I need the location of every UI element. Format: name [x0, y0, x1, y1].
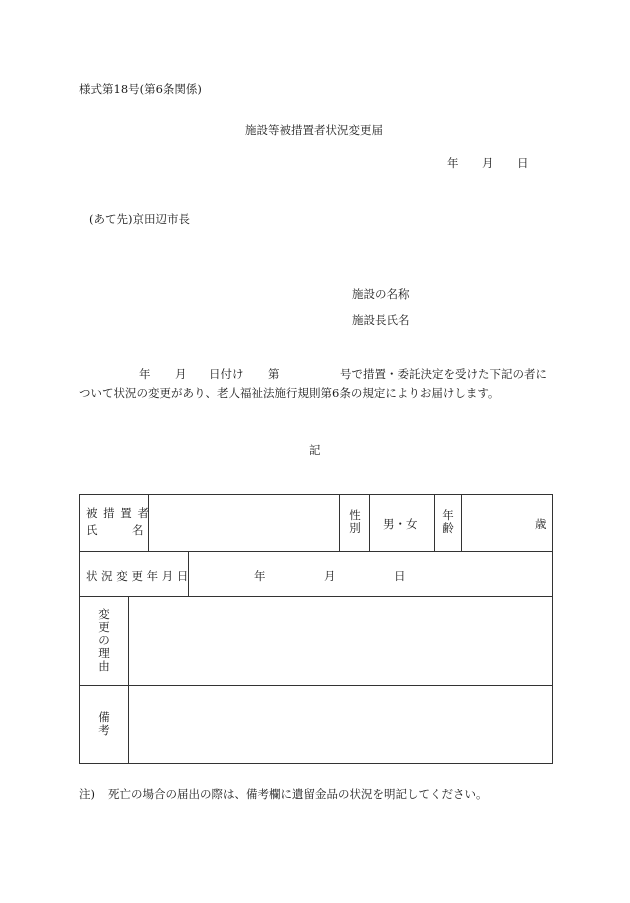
- change-date-day: 日: [394, 569, 406, 583]
- remarks-label-char: 考: [98, 723, 110, 737]
- reason-label-char: の: [98, 633, 110, 647]
- date-year-label: 年: [447, 156, 459, 170]
- facility-name-label: 施設の名称: [352, 287, 410, 301]
- form-title: 施設等被措置者状況変更届: [245, 123, 383, 137]
- date-month-label: 月: [482, 156, 494, 170]
- change-date-year: 年: [254, 569, 266, 583]
- ki-label: 記: [309, 443, 321, 457]
- person-label-line2: 氏 名: [86, 523, 144, 537]
- body-year: 年: [139, 367, 151, 381]
- age-label-char: 齢: [442, 521, 454, 535]
- form-number: 様式第18号(第6条関係): [79, 82, 202, 96]
- note-label: 注): [79, 787, 95, 801]
- body-line2: ついて状況の変更があり、老人福祉法施行規則第6条の規定によりお届けします。: [79, 386, 500, 400]
- addressee: (あて先)京田辺市長: [89, 212, 190, 226]
- person-label: [86, 505, 150, 538]
- reason-field[interactable]: [129, 597, 551, 684]
- gender-value[interactable]: 男・女: [383, 517, 418, 531]
- age-label-char: 年: [442, 508, 454, 522]
- body-day-suffix: 日付け: [209, 367, 244, 381]
- date-day-label: 日: [517, 156, 529, 170]
- change-form-table: [79, 494, 553, 764]
- change-date-label: 状 況 変 更 年 月 日: [86, 569, 189, 583]
- reason-label: [94, 608, 114, 673]
- col-divider: [369, 495, 370, 551]
- remarks-label-char: 備: [98, 710, 110, 724]
- body-month: 月: [175, 367, 187, 381]
- body-line1-rest: 号で措置・委託決定を受けた下記の者に: [340, 367, 547, 381]
- person-name-field[interactable]: [149, 496, 338, 550]
- body-dai: 第: [268, 367, 280, 381]
- change-date-field[interactable]: [189, 552, 551, 595]
- note-text: 死亡の場合の届出の際は、備考欄に遺留金品の状況を明記してください。: [108, 787, 488, 801]
- age-label: [438, 509, 458, 535]
- person-label-line1: 被 措 置 者: [86, 506, 150, 520]
- reason-label-char: 由: [98, 659, 110, 673]
- col-divider: [339, 495, 340, 551]
- remarks-field[interactable]: [129, 686, 551, 763]
- col-divider: [434, 495, 435, 551]
- gender-label: [345, 509, 365, 535]
- age-unit: 歳: [535, 517, 547, 531]
- remarks-label: [94, 711, 114, 737]
- gender-label-char: 性: [349, 508, 361, 522]
- reason-label-char: 理: [98, 646, 110, 660]
- gender-label-char: 別: [349, 521, 361, 535]
- reason-label-char: 変: [98, 607, 110, 621]
- facility-head-label: 施設長氏名: [352, 313, 410, 327]
- reason-label-char: 更: [98, 620, 110, 634]
- change-date-month: 月: [324, 569, 336, 583]
